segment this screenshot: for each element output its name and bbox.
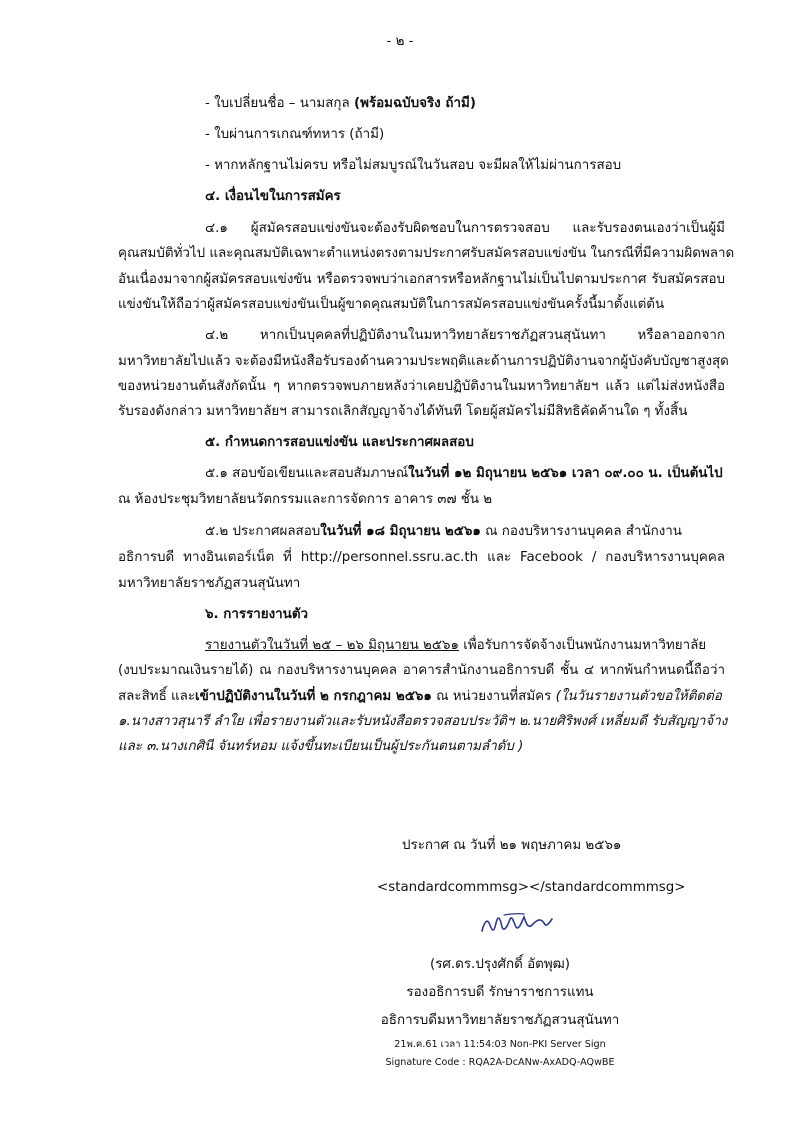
- signer-name: (รศ.ดร.ปรุงศักดิ์ อัตพุฒ): [430, 957, 570, 972]
- doc-item-name-change: - ใบเปลี่ยนชื่อ – นามสกุล (พร้อมฉบับจริง ถ้ามี): [205, 96, 476, 111]
- section-6-heading: ๖. การรายงานตัว: [205, 607, 309, 622]
- section-5-heading: ๕. กำหนดการสอบแข่งขัน และประกาศผลสอบ: [205, 435, 474, 450]
- doc-item-military: - ใบผ่านการเกณฑ์ทหาร (ถ้ามี): [205, 127, 385, 142]
- section-6-line: สละสิทธิ์ และเข้าปฏิบัติงานในวันที่ ๒ กรกฎาคม ๒๕๖๑ ณ หน่วยงานที่สมัคร (ในวันรายงานตัวขอให้ติดต่อ: [118, 689, 722, 704]
- section-4-heading: ๔. เงื่อนไขในการสมัคร: [205, 189, 341, 204]
- signature-code: Signature Code : RQA2A-DcANw-AxADQ-AQwBE: [385, 1057, 615, 1068]
- section-5-1-location: ณ ห้องประชุมวิทยาลัยนวัตกรรมและการจัดการ อาคาร ๓๗ ชั้น ๒: [118, 492, 493, 507]
- section-5-1-line: ๕.๑ สอบข้อเขียนและสอบสัมภาษณ์ในวันที่ ๑๒ มิถุนายน ๒๕๖๑ เวลา ๐๙.๐๐ น. เป็นต้นไป: [205, 466, 723, 481]
- section-4-2-line: ของหน่วยงานต้นสังกัดนั้น ๆ หากตรวจพบภายหลังว่าเคยปฏิบัติงานในมหาวิทยาลัยฯ แล้ว แต่ไม่ส่งหนังสือ: [118, 379, 725, 394]
- section-4-1-line: แข่งขันให้ถือว่าผู้สมัครสอบแข่งขันเป็นผู้ขาดคุณสมบัติในการสมัครสอบแข่งขันครั้งนี้มาตั้งแต่ต้น: [118, 297, 665, 312]
- section-6-line: รายงานตัวในวันที่ ๒๕ – ๒๖ มิถุนายน ๒๕๖๑ เพื่อรับการจัดจ้างเป็นพนักงานมหาวิทยาลัย: [205, 638, 707, 653]
- section-5-2-website: อธิการบดี ทางอินเตอร์เน็ต ที่ http://personnel.ssru.ac.th และ Facebook / กองบริหารงานบุคคล: [118, 550, 725, 565]
- section-4-2-line: รับรองดังกล่าว มหาวิทยาลัยฯ สามารถเลิกสัญญาจ้างได้ทันที โดยผู้สมัครไม่มีสิทธิคัดค้านใด ๆ ทั้งสิ้น: [118, 404, 688, 419]
- announcement-date: ประกาศ ณ วันที่ ๒๑ พฤษภาคม ๒๕๖๑: [402, 838, 622, 853]
- section-4-2-line: ๔.๒ หากเป็นบุคคลที่ปฏิบัติงานในมหาวิทยาลัยราชภัฏสวนสุนันทา หรือลาออกจาก: [205, 328, 725, 343]
- section-5-2-line: ๕.๒ ประกาศผลสอบในวันที่ ๑๘ มิถุนายน ๒๕๖๑ ณ กองบริหารงานบุคคล สำนักงาน: [205, 524, 682, 539]
- section-4-1-line: คุณสมบัติทั่วไป และคุณสมบัติเฉพาะตำแหน่งตรงตามประกาศรับสมัครสอบแข่งขัน ในกรณีที่มีความผิดพลาด: [118, 246, 735, 261]
- doc-item-incomplete-warning: - หากหลักฐานไม่ครบ หรือไม่สมบูรณ์ในวันสอบ จะมีผลให้ไม่ผ่านการสอบ: [205, 158, 622, 173]
- signer-organization: อธิการบดีมหาวิทยาลัยราชภัฏสวนสุนันทา: [380, 1013, 620, 1028]
- section-4-2-line: มหาวิทยาลัยไปแล้ว จะต้องมีหนังสือรับรองด้านความประพฤติและด้านการปฏิบัติงานจากผู้บังคับบัญชาสูงสุด: [118, 354, 729, 369]
- signer-title: รองอธิการบดี รักษาราชการแทน: [406, 985, 594, 1000]
- section-6-line: และ ๓.นางเกศินี จันทร์หอม แจ้งขึ้นทะเบียนเป็นผู้ประกันตนตามลำดับ ): [118, 739, 524, 754]
- section-5-2-university: มหาวิทยาลัยราชภัฏสวนสุนันทา: [118, 576, 301, 591]
- section-6-line: (งบประมาณเงินรายได้) ณ กองบริหารงานบุคคล อาคารสำนักงานอธิการบดี ชั้น ๔ หากพ้นกำหนดนี้ถือว่า: [118, 663, 725, 678]
- handwritten-signature: [478, 905, 558, 941]
- page-number: - ๒ -: [386, 34, 414, 49]
- standard-message-tag: <standardcommmsg></standardcommmsg>: [377, 880, 686, 895]
- signing-timestamp: 21พ.ค.61 เวลา 11:54:03 Non-PKI Server Sign: [394, 1039, 606, 1050]
- section-4-1-line: ๔.๑ ผู้สมัครสอบแข่งขันจะต้องรับผิดชอบในการตรวจสอบ และรับรองตนเองว่าเป็นผู้มี: [205, 221, 725, 236]
- section-4-1-line: อันเนื่องมาจากผู้สมัครสอบแข่งขัน หรือตรวจพบว่าเอกสารหรือหลักฐานไม่เป็นไปตามประกาศ รับสมัครสอบ: [118, 272, 725, 287]
- section-6-line: ๑.นางสาวสุนารี ลำใย เพื่อรายงานตัวและรับหนังสือตรวจสอบประวัติฯ ๒.นายศิริพงศ์ เหลี่ยมดี รับสัญญาจ้าง: [118, 714, 728, 729]
